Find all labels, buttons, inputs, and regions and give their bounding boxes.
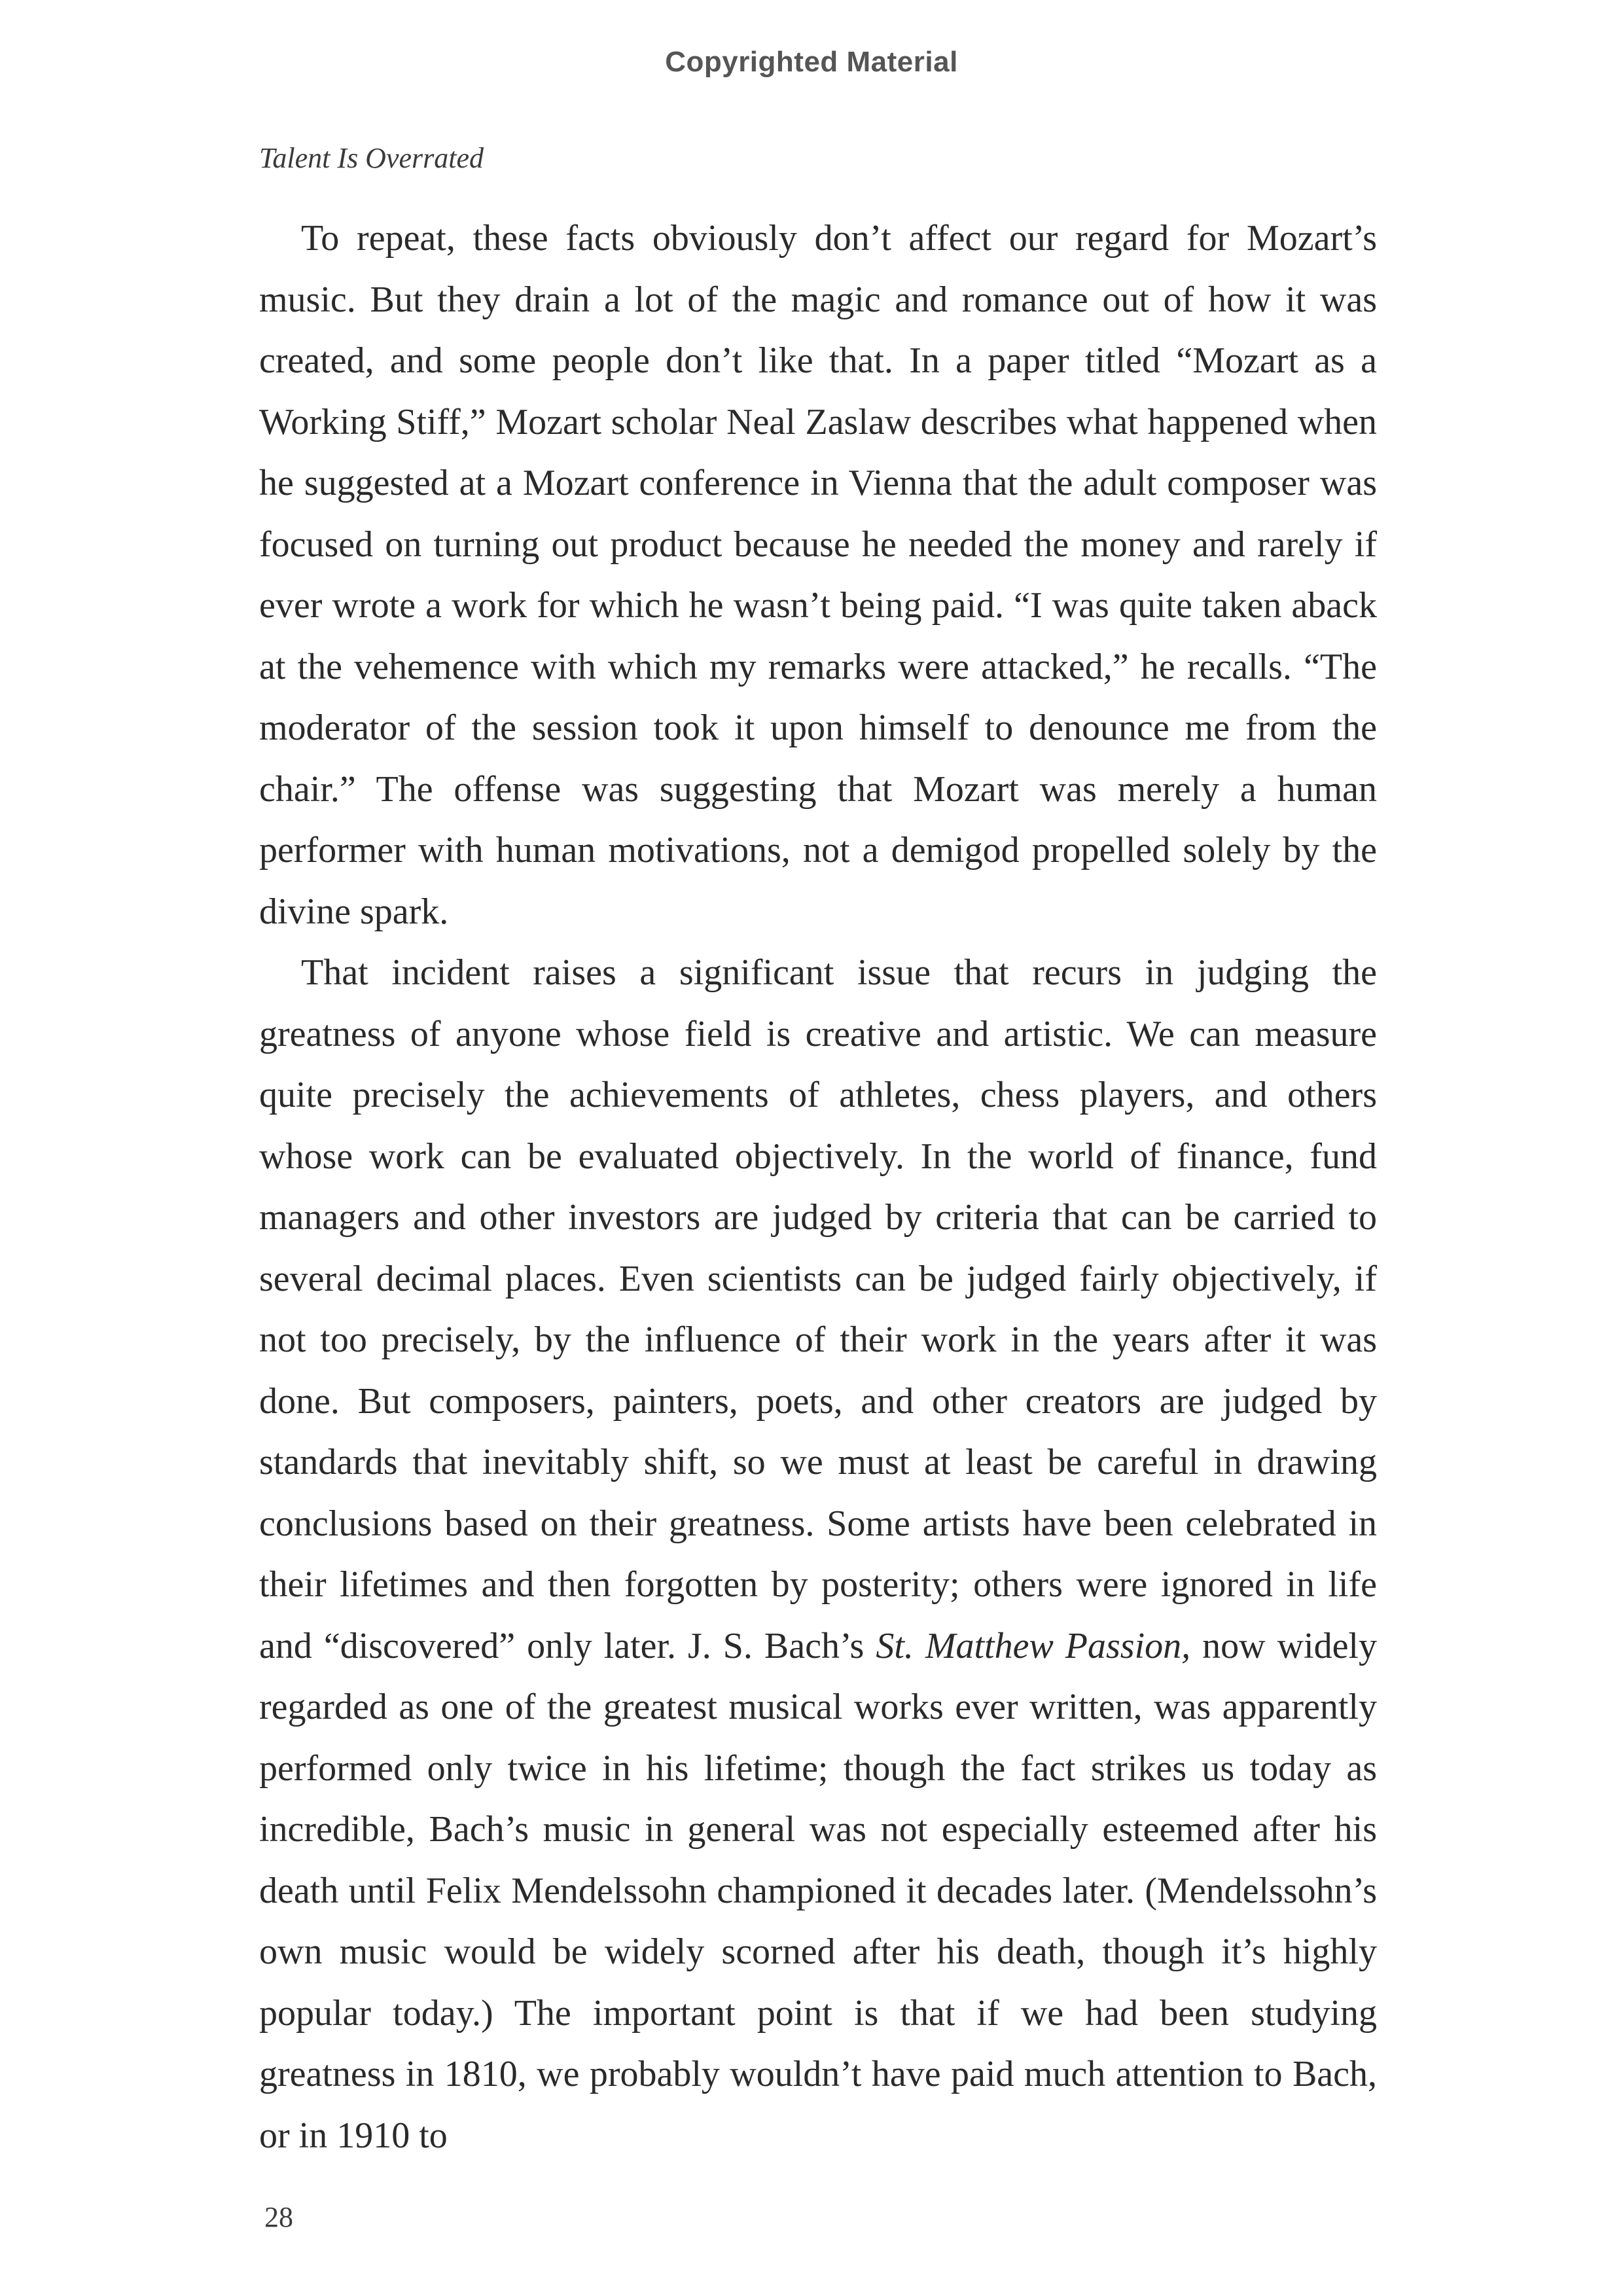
copyright-notice: Copyrighted Material [665, 46, 958, 78]
paragraph-2-text-a: That incident raises a significant issue that recurs in judging the greatness of anyone whose field is creative and artistic. We can measure quite precisely the achievements of athletes, chess players, and others whose work can be evaluated objectively. In the world of finance, fund managers and other investors are judged by criteria that can be carried to several decimal places. Even scientists can be judged fairly objectively, if not too precisely, by the influence of their work in the years after it was done. But composers, painters, poets, and other creators are judged by standards that inevitably shift, so we must at least be careful in drawing conclusions based on their greatness. Some artists have been celebrated in their lifetimes and then forgotten by posterity; others were ignored in life and “discovered” only later. J. S. Bach’s [259, 952, 1377, 1666]
paragraph-2 [259, 942, 1377, 2166]
running-head: Talent Is Overrated [259, 142, 484, 174]
paragraph-2-text-b: now widely regarded as one of the greatest musical works ever written, was apparently performed only twice in his lifetime; though the fact strikes us today as incredible, Bach’s music in general was not especially esteemed after his death until Felix Mendelssohn championed it decades later. (Mendelssohn’s own music would be widely scorned after his death, though it’s highly popular today.) The important point is that if we had been studying greatness in 1810, we probably wouldn’t have paid much attention to Bach, or in 1910 to [259, 1625, 1377, 2156]
page-number: 28 [264, 2201, 293, 2233]
work-title-st-matthew-passion: St. Matthew Passion, [876, 1625, 1191, 1666]
paragraph-1: To repeat, these facts obviously don’t affect our regard for Mozart’s music. But they drain a lot of the magic and romance out of how it was created, and some people don’t like that. In a paper titled “Mozart as a Working Stiff,” Mozart scholar Neal Zaslaw describes what happened when he suggested at a Mozart conference in Vienna that the adult composer was focused on turning out product because he needed the money and rarely if ever wrote a work for which he wasn’t being paid. “I was quite taken aback at the vehemence with which my remarks were attacked,” he recalls. “The moderator of the session took it upon himself to denounce me from the chair.” The offense was suggesting that Mozart was merely a human performer with human motivations, not a demigod propelled solely by the divine spark. [259, 218, 1377, 932]
body-text [259, 208, 1377, 2166]
